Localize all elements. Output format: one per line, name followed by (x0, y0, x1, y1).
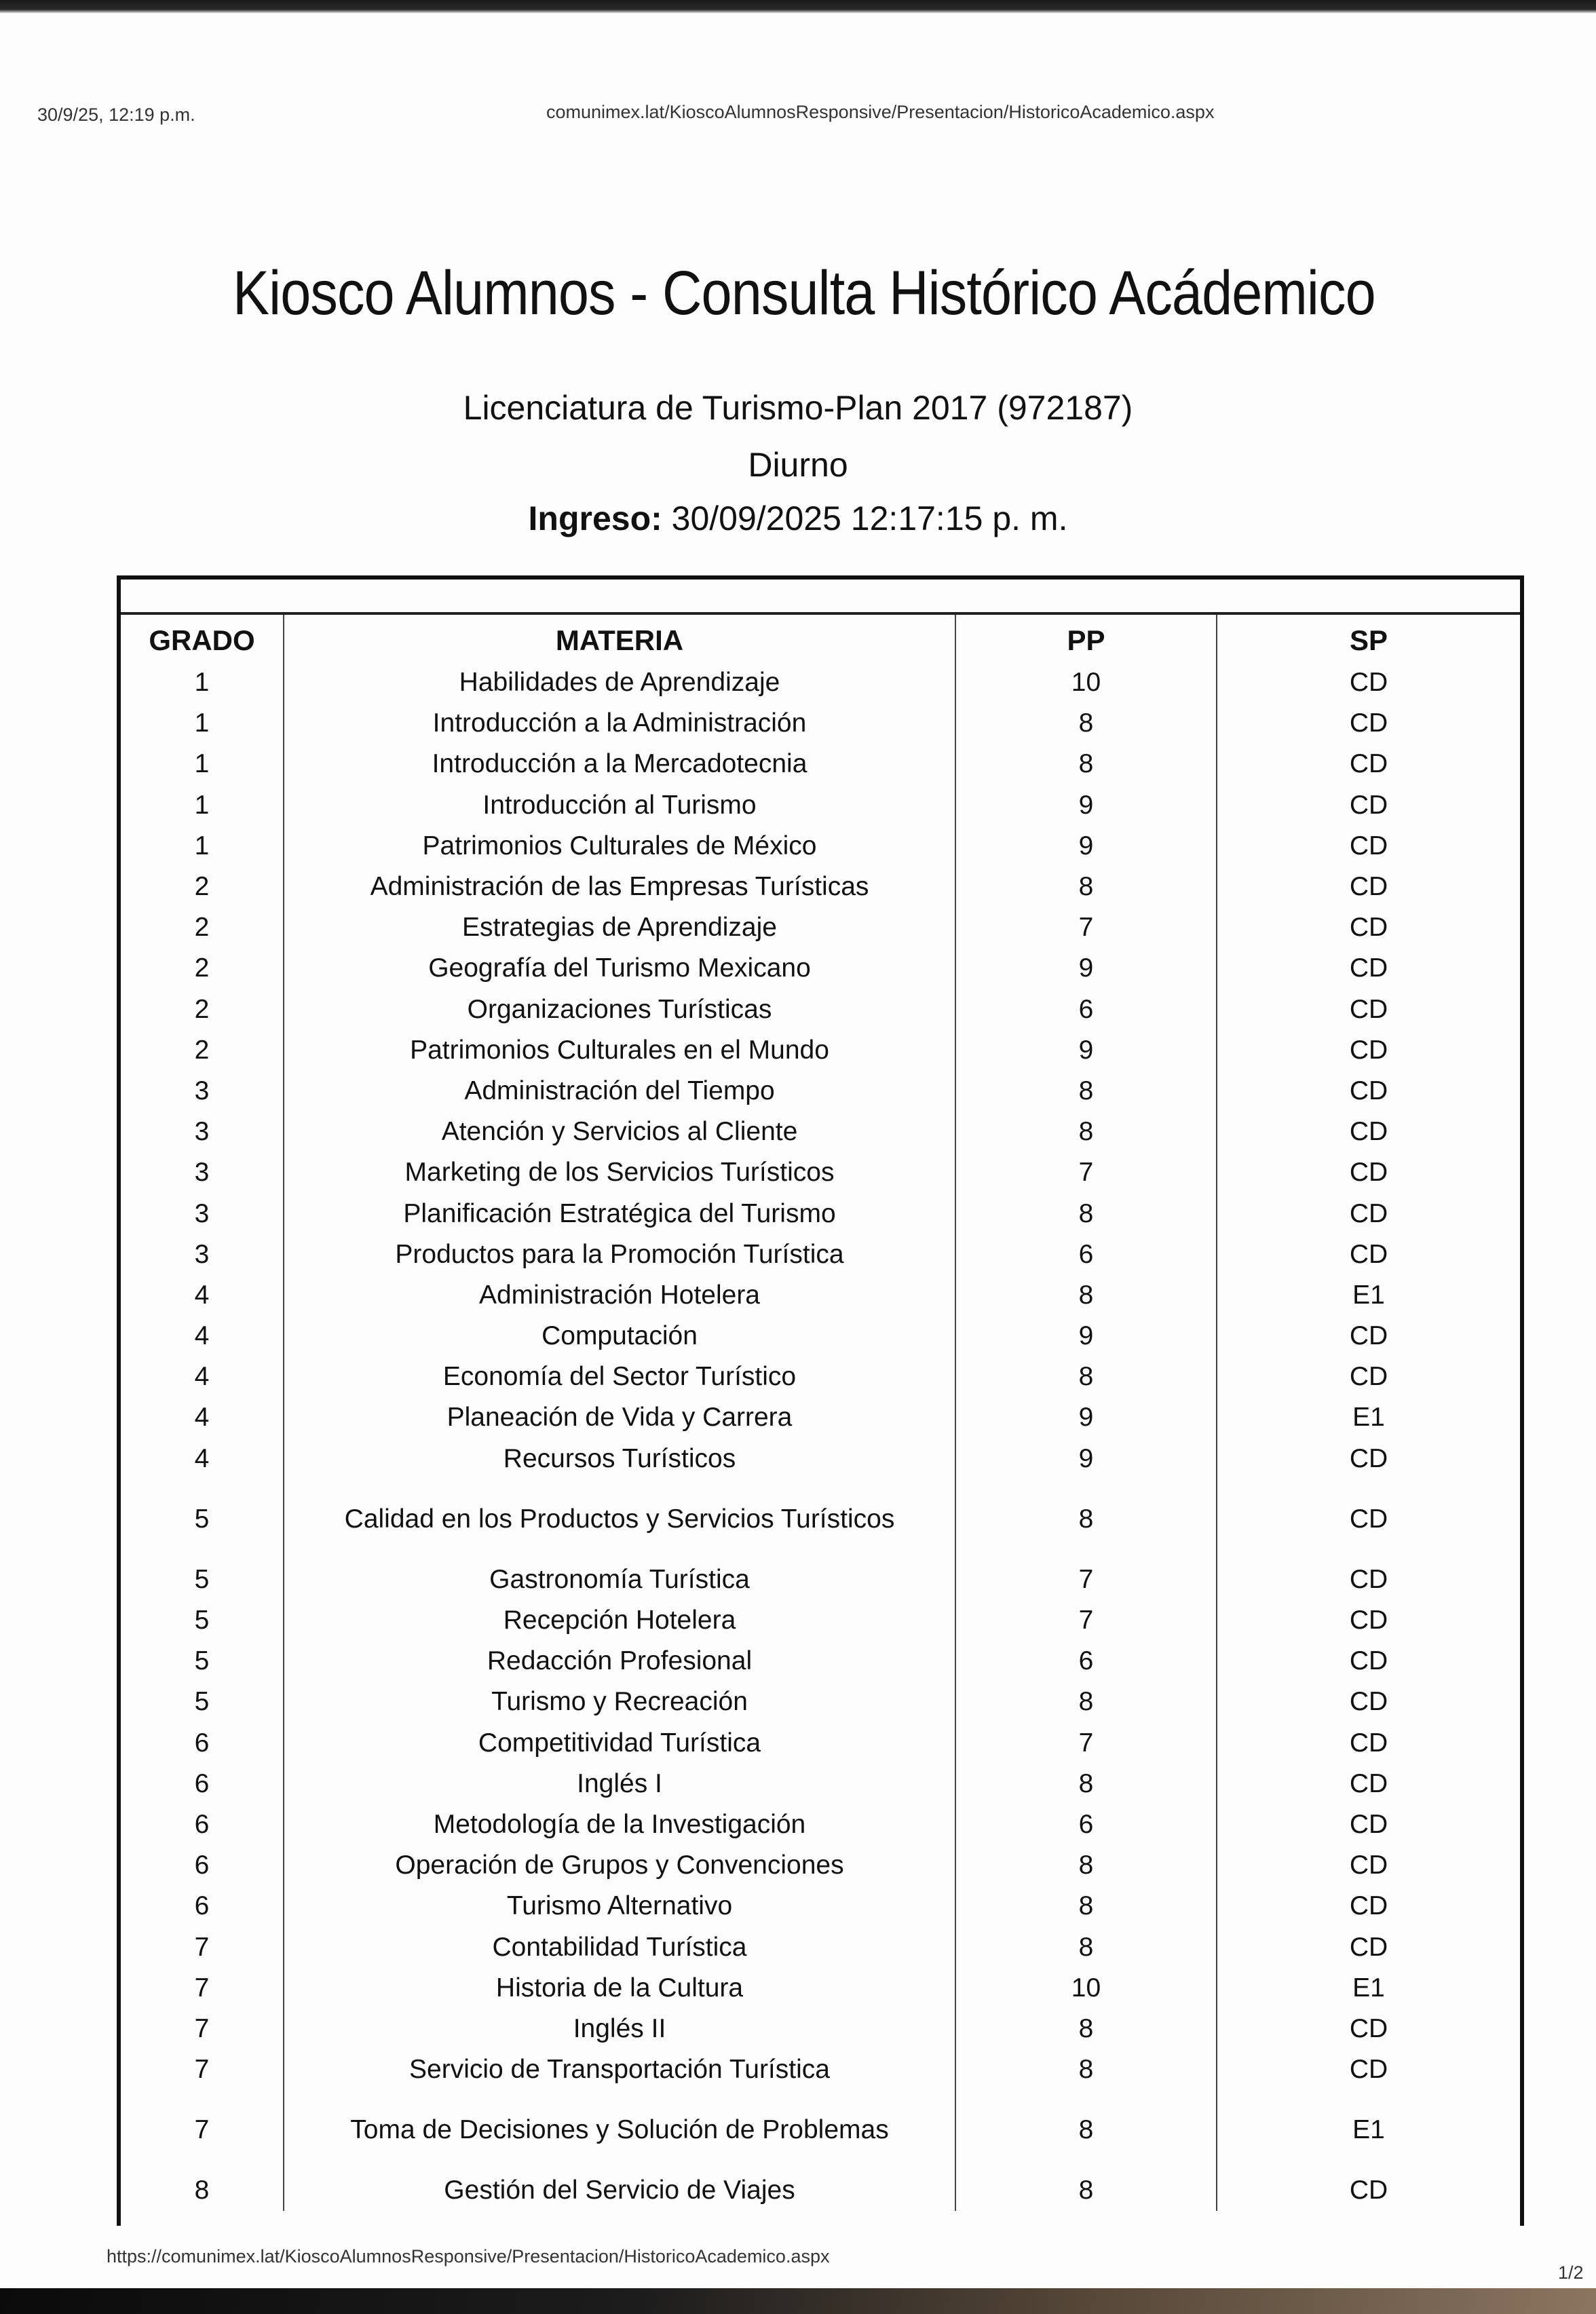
cell-sp: CD (1217, 1193, 1520, 1234)
grades-table-frame (117, 575, 1524, 2226)
cell-materia: Geografía del Turismo Mexicano (284, 948, 955, 989)
cell-pp: 9 (955, 1439, 1217, 1479)
cell-grado: 3 (194, 1158, 210, 1188)
cell-materia: Toma de Decisiones y Solución de Problemas (284, 2090, 955, 2170)
table-row (121, 1600, 1520, 1641)
cell-grado: 2 (194, 994, 210, 1024)
cell-grado: 4 (194, 1321, 210, 1351)
cell-materia: Marketing de los Servicios Turísticos (284, 1152, 955, 1193)
cell-grado: 5 (194, 1564, 210, 1594)
table-row (121, 907, 1520, 948)
cell-sp: CD (1217, 662, 1520, 703)
cell-pp: 8 (955, 2009, 1217, 2049)
print-footer (0, 2239, 1596, 2283)
grades-table-body (121, 662, 1520, 2211)
cell-grado: 7 (194, 2013, 210, 2043)
cell-materia: Administración de las Empresas Turísticas (284, 867, 955, 907)
cell-grado: 1 (194, 668, 210, 698)
cell-materia: Inglés I (284, 1764, 955, 1804)
table-header-row (121, 615, 1520, 662)
table-row (121, 1152, 1520, 1193)
cell-materia: Computación (284, 1316, 955, 1357)
cell-sp: CD (1217, 1439, 1520, 1479)
cell-materia: Inglés II (284, 2009, 955, 2049)
table-row (121, 1479, 1520, 1559)
cell-sp: E1 (1217, 1275, 1520, 1316)
cell-pp: 10 (955, 1968, 1217, 2009)
header-sp: SP (1217, 615, 1520, 662)
header-pp: PP (955, 615, 1217, 662)
cell-sp: CD (1217, 1723, 1520, 1764)
cell-sp: CD (1217, 948, 1520, 989)
cell-pp: 8 (955, 2090, 1217, 2170)
cell-pp: 7 (955, 1152, 1217, 1193)
table-row (121, 1804, 1520, 1845)
cell-pp: 8 (955, 1927, 1217, 1967)
cell-grado: 6 (194, 1768, 210, 1798)
cell-grado: 4 (194, 1403, 210, 1433)
cell-materia: Introducción al Turismo (284, 785, 955, 826)
cell-pp: 8 (955, 2170, 1217, 2211)
table-row (121, 1723, 1520, 1764)
photo-edge-bottom (0, 2288, 1596, 2314)
cell-sp: CD (1217, 2009, 1520, 2049)
cell-pp: 8 (955, 867, 1217, 907)
cell-sp: CD (1217, 2170, 1520, 2211)
cell-grado: 7 (194, 1932, 210, 1962)
table-row (121, 1764, 1520, 1804)
cell-sp: CD (1217, 1764, 1520, 1804)
cell-sp: E1 (1217, 1968, 1520, 2009)
cell-grado: 2 (194, 913, 210, 943)
cell-materia: Estrategias de Aprendizaje (284, 907, 955, 948)
table-row (121, 2170, 1520, 2211)
table-banner (121, 580, 1520, 615)
cell-pp: 9 (955, 785, 1217, 826)
cell-grado: 1 (194, 708, 210, 738)
cell-pp: 7 (955, 1600, 1217, 1641)
cell-pp: 8 (955, 1479, 1217, 1559)
cell-materia: Atención y Servicios al Cliente (284, 1112, 955, 1152)
cell-sp: CD (1217, 1845, 1520, 1886)
cell-grado: 6 (194, 1809, 210, 1839)
ingreso-value: 30/09/2025 12:17:15 p. m. (671, 499, 1068, 537)
cell-grado: 5 (194, 1687, 210, 1717)
table-row (121, 1193, 1520, 1234)
cell-sp: CD (1217, 1112, 1520, 1152)
cell-pp: 8 (955, 703, 1217, 744)
cell-sp: E1 (1217, 2090, 1520, 2170)
cell-pp: 6 (955, 1804, 1217, 1845)
cell-grado: 2 (194, 953, 210, 983)
cell-pp: 8 (955, 1886, 1217, 1927)
ingreso-label: Ingreso: (528, 499, 662, 537)
cell-materia: Administración del Tiempo (284, 1071, 955, 1112)
footer-url: https://comunimex.lat/KioscoAlumnosResponsive/Presentacion/HistoricoAcademico.aspx (107, 2246, 830, 2266)
cell-grado: 4 (194, 1443, 210, 1473)
cell-pp: 7 (955, 1559, 1217, 1600)
cell-pp: 8 (955, 1193, 1217, 1234)
cell-grado: 4 (194, 1280, 210, 1310)
cell-materia: Productos para la Promoción Turística (284, 1234, 955, 1275)
cell-grado: 2 (194, 872, 210, 902)
cell-pp: 8 (955, 1071, 1217, 1112)
header-grado: GRADO (149, 624, 255, 656)
grades-table (121, 615, 1520, 2211)
table-row (121, 989, 1520, 1030)
cell-grado: 1 (194, 831, 210, 860)
cell-materia: Redacción Profesional (284, 1641, 955, 1682)
cell-materia: Contabilidad Turística (284, 1927, 955, 1967)
cell-sp: CD (1217, 1152, 1520, 1193)
cell-materia: Calidad en los Productos y Servicios Turísticos (284, 1479, 955, 1559)
cell-pp: 6 (955, 989, 1217, 1030)
cell-sp: CD (1217, 1600, 1520, 1641)
cell-pp: 9 (955, 1316, 1217, 1357)
cell-pp: 9 (955, 826, 1217, 867)
cell-sp: CD (1217, 1927, 1520, 1967)
page-title: Kiosco Alumnos - Consulta Histórico Acádemico (232, 259, 1375, 328)
cell-sp: CD (1217, 989, 1520, 1030)
table-row (121, 948, 1520, 989)
cell-grado: 3 (194, 1076, 210, 1105)
table-row (121, 703, 1520, 744)
cell-sp: CD (1217, 1804, 1520, 1845)
cell-grado: 6 (194, 1728, 210, 1758)
shift-label: Diurno (748, 446, 848, 484)
cell-sp: CD (1217, 1682, 1520, 1722)
table-row (121, 1559, 1520, 1600)
cell-pp: 9 (955, 1397, 1217, 1438)
cell-pp: 7 (955, 1723, 1217, 1764)
cell-sp: CD (1217, 744, 1520, 784)
cell-pp: 8 (955, 2049, 1217, 2090)
cell-materia: Organizaciones Turísticas (284, 989, 955, 1030)
photo-edge-top (0, 0, 1596, 14)
cell-pp: 8 (955, 1357, 1217, 1397)
cell-sp: CD (1217, 785, 1520, 826)
print-header (0, 102, 1596, 129)
cell-materia: Gastronomía Turística (284, 1559, 955, 1600)
table-row (121, 2049, 1520, 2090)
table-row (121, 1682, 1520, 1722)
table-row (121, 1275, 1520, 1316)
cell-pp: 8 (955, 1845, 1217, 1886)
cell-materia: Metodología de la Investigación (284, 1804, 955, 1845)
table-row (121, 867, 1520, 907)
cell-materia: Patrimonios Culturales en el Mundo (284, 1030, 955, 1071)
table-row (121, 1357, 1520, 1397)
cell-materia: Servicio de Transportación Turística (284, 2049, 955, 2090)
cell-sp: CD (1217, 1234, 1520, 1275)
cell-pp: 6 (955, 1641, 1217, 1682)
table-row (121, 1071, 1520, 1112)
cell-materia: Competitividad Turística (284, 1723, 955, 1764)
cell-sp: CD (1217, 1357, 1520, 1397)
cell-materia: Turismo Alternativo (284, 1886, 955, 1927)
table-row (121, 1030, 1520, 1071)
cell-pp: 8 (955, 1112, 1217, 1152)
cell-sp: E1 (1217, 1397, 1520, 1438)
cell-grado: 6 (194, 1851, 210, 1880)
cell-grado: 1 (194, 749, 210, 779)
cell-materia: Planeación de Vida y Carrera (284, 1397, 955, 1438)
cell-grado: 5 (194, 1606, 210, 1635)
print-date: 30/9/25, 12:19 p.m. (37, 105, 195, 125)
cell-sp: CD (1217, 1641, 1520, 1682)
table-row (121, 1112, 1520, 1152)
table-row (121, 744, 1520, 784)
cell-sp: CD (1217, 1030, 1520, 1071)
table-row (121, 2090, 1520, 2170)
cell-grado: 5 (194, 1646, 210, 1676)
cell-pp: 8 (955, 744, 1217, 784)
cell-materia: Economía del Sector Turístico (284, 1357, 955, 1397)
cell-materia: Historia de la Cultura (284, 1968, 955, 2009)
cell-grado: 3 (194, 1198, 210, 1228)
cell-grado: 7 (194, 2115, 210, 2145)
table-row (121, 826, 1520, 867)
cell-sp: CD (1217, 867, 1520, 907)
cell-materia: Introducción a la Mercadotecnia (284, 744, 955, 784)
cell-materia: Planificación Estratégica del Turismo (284, 1193, 955, 1234)
table-row (121, 2009, 1520, 2049)
cell-grado: 7 (194, 2055, 210, 2085)
table-row (121, 662, 1520, 703)
cell-grado: 4 (194, 1362, 210, 1392)
page-number: 1/2 (1558, 2262, 1584, 2283)
ingreso-line (0, 499, 1596, 538)
cell-materia: Gestión del Servicio de Viajes (284, 2170, 955, 2211)
table-row (121, 1968, 1520, 2009)
cell-grado: 3 (194, 1117, 210, 1147)
cell-grado: 6 (194, 1891, 210, 1921)
cell-materia: Recepción Hotelera (284, 1600, 955, 1641)
cell-pp: 9 (955, 948, 1217, 989)
table-row (121, 1845, 1520, 1886)
table-row (121, 1316, 1520, 1357)
cell-pp: 8 (955, 1764, 1217, 1804)
cell-sp: CD (1217, 1316, 1520, 1357)
cell-sp: CD (1217, 2049, 1520, 2090)
cell-grado: 3 (194, 1239, 210, 1269)
cell-grado: 1 (194, 790, 210, 820)
cell-grado: 2 (194, 1035, 210, 1065)
cell-pp: 6 (955, 1234, 1217, 1275)
cell-materia: Turismo y Recreación (284, 1682, 955, 1722)
cell-pp: 8 (955, 1682, 1217, 1722)
cell-sp: CD (1217, 1886, 1520, 1927)
cell-grado: 5 (194, 1504, 210, 1534)
cell-materia: Administración Hotelera (284, 1275, 955, 1316)
table-row (121, 1641, 1520, 1682)
cell-materia: Patrimonios Culturales de México (284, 826, 955, 867)
cell-materia: Recursos Turísticos (284, 1439, 955, 1479)
cell-sp: CD (1217, 1479, 1520, 1559)
cell-materia: Operación de Grupos y Convenciones (284, 1845, 955, 1886)
table-row (121, 1439, 1520, 1479)
cell-sp: CD (1217, 826, 1520, 867)
cell-sp: CD (1217, 907, 1520, 948)
cell-grado: 8 (194, 2176, 210, 2205)
cell-grado: 7 (194, 1973, 210, 2003)
cell-materia: Introducción a la Administración (284, 703, 955, 744)
table-row (121, 1234, 1520, 1275)
table-row (121, 1397, 1520, 1438)
cell-sp: CD (1217, 1559, 1520, 1600)
print-url: comunimex.lat/KioscoAlumnosResponsive/Presentacion/HistoricoAcademico.aspx (546, 102, 1215, 122)
cell-sp: CD (1217, 703, 1520, 744)
cell-pp: 8 (955, 1275, 1217, 1316)
table-row (121, 1886, 1520, 1927)
cell-pp: 7 (955, 907, 1217, 948)
header-materia: MATERIA (284, 615, 955, 662)
cell-pp: 9 (955, 1030, 1217, 1071)
program-name: Licenciatura de Turismo-Plan 2017 (972187) (463, 389, 1133, 427)
cell-materia: Habilidades de Aprendizaje (284, 662, 955, 703)
table-row (121, 1927, 1520, 1967)
cell-sp: CD (1217, 1071, 1520, 1112)
cell-pp: 10 (955, 662, 1217, 703)
table-row (121, 785, 1520, 826)
